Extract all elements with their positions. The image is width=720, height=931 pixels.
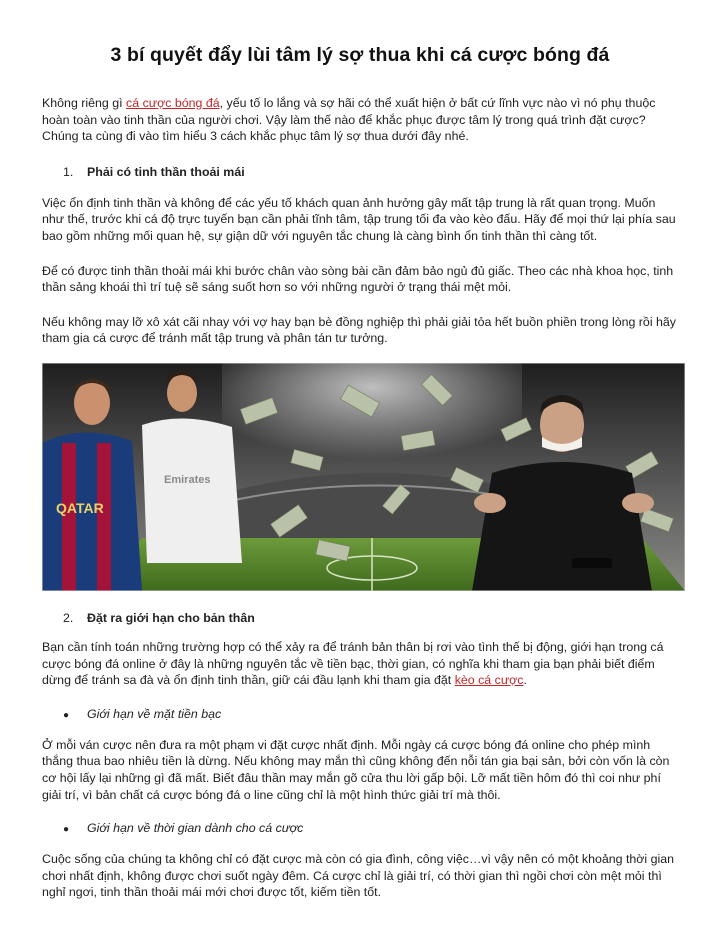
section1-heading-text: Phải có tinh thần thoải mái bbox=[87, 164, 245, 179]
link-keo-ca-cuoc[interactable]: kèo cá cược bbox=[454, 673, 524, 688]
bullet-time-limit-label: Giới hạn về thời gian dành cho cá cược bbox=[87, 821, 304, 836]
section2-heading bbox=[42, 611, 678, 625]
section2-text-end: . bbox=[523, 673, 527, 688]
intro-paragraph bbox=[42, 95, 678, 145]
bullet-money-limit-label: Giới hạn về mặt tiền bạc bbox=[87, 706, 222, 721]
section2-text-start: Bạn cần tính toán những trường hợp có thể xảy ra để tránh bản thân bị rơi vào tình thế bị động, giới hạn trong cá cược bóng đá online ở đây là những nguyên tắc về tiền bạc, thời gian, có nghĩa khi tham gia bạn phải biết điểm dừng để tránh sa đà và ổn định tinh thần, giữ cái đầu lạnh khi tham gia đặt bbox=[42, 639, 664, 688]
football-betting-photo bbox=[42, 363, 685, 591]
section2-heading-text: Đặt ra giới hạn cho bản thân bbox=[87, 610, 255, 625]
page-title: 3 bí quyết đẩy lùi tâm lý sợ thua khi cá cược bóng đá bbox=[110, 44, 610, 66]
section1-number: 1. bbox=[63, 164, 74, 179]
bullet-money-limit bbox=[42, 707, 678, 721]
money-limit-paragraph: Ở mỗi ván cược nên đưa ra một phạm vi đặt cược nhất định. Mỗi ngày cá cược bóng đá online cho phép mình thắng thua bao nhiêu tiền là dừng. Nếu không may mắn thì cũng không đến nỗi tán gia bại sản, bởi còn vốn là còn cơ hội lấy lại những gì đã mất. Biết đâu thần may mắn gõ cửa thu lời gấp bội. Lỡ mất tiền hôm đó thì coi như phí giải trí, vì bản chất cá cược bóng đá o line cũng chỉ là một hình thức giải trí mà thôi. bbox=[42, 737, 670, 802]
section1-heading bbox=[42, 165, 678, 179]
intro-text-end: , yếu tố lo lắng và sợ hãi có thể xuất hiện ở bất cứ lĩnh vực nào vì nó phụ thuộc hoàn toàn vào tinh thần của người chơi. Vậy làm thế nào để khắc phục được tâm lý trong quá trình đặt cược? Chúng ta cùng đi vào tìm hiểu 3 cách khắc phục tâm lý sợ thua dưới đây nhé. bbox=[42, 96, 656, 144]
section2-number: 2. bbox=[63, 610, 74, 625]
bullet-time-limit bbox=[42, 821, 678, 835]
photo-illustration bbox=[42, 363, 685, 591]
section2-paragraph bbox=[42, 639, 678, 689]
time-limit-paragraph: Cuộc sống của chúng ta không chỉ có đặt cược mà còn có gia đình, công việc…vì vậy nên có một khoảng thời gian chơi nhất định, không được chơi suốt ngày đêm. Cá cược chỉ là giải trí, có thời gian thì ngồi chơi còn mệt mỏi thì nghỉ ngơi, tinh thần thoải mái mới chơi được tốt, kiếm tiền tốt. bbox=[42, 852, 675, 900]
section1-paragraph-2: Để có được tinh thần thoải mái khi bước chân vào sòng bài cần đảm bảo ngủ đủ giấc. Theo các nhà khoa học, tinh thần sảng khoái thì trí tuệ sẽ sáng suốt hơn so với những người ở trạng thái mệt mỏi. bbox=[42, 263, 674, 295]
intro-text-start: Không riêng gì bbox=[42, 96, 127, 110]
section1-paragraph-1: Việc ổn định tinh thần và không để các yếu tố khách quan ảnh hưởng gây mất tập trung là rất quan trọng. Muốn như thế, trước khi cá độ trực tuyến bạn cần phải tĩnh tâm, tập trung tối đa vào kèo đấu. Hãy để mọi thứ lại phía sau bao gồm những mối quan hệ, sự giận dữ với nguyên tắc chung là càng bình ổn tinh thần thì càng tốt. bbox=[42, 195, 676, 243]
link-ca-cuoc-bong-da[interactable]: cá cược bóng đá bbox=[126, 96, 220, 110]
svg-text:Emirates: Emirates bbox=[164, 473, 211, 486]
bullet-dot-icon: ● bbox=[63, 824, 70, 836]
svg-text:QATAR: QATAR bbox=[56, 499, 104, 516]
bullet-dot-icon: ● bbox=[63, 709, 70, 721]
section1-paragraph-3: Nếu không may lỡ xô xát cãi nhay với vợ hay bạn bè đồng nghiệp thì phải giải tỏa hết buồn phiền trong lòng rồi hãy tham gia cá cược để tránh mất tập trung và phân tán tư tưởng. bbox=[42, 314, 676, 346]
